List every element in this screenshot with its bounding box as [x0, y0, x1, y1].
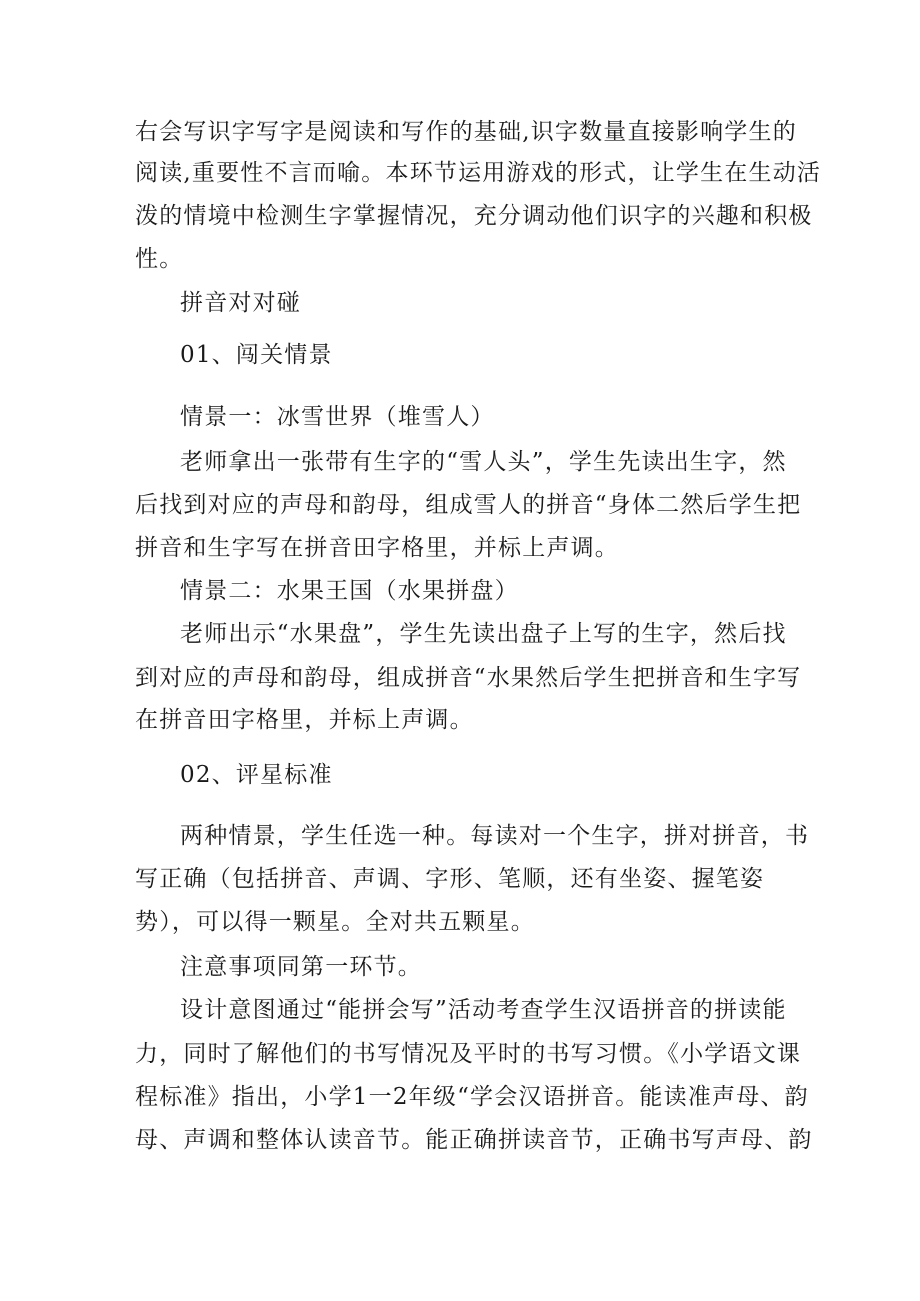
body-line-8: 老师拿出一张带有生字的“雪人头”，学生先读出生字，然 — [180, 449, 787, 475]
body-line-10: 拼音和生字写在拼音田字格里，并标上声调。 — [135, 535, 619, 561]
scenario-one-title: 情景一：冰雪世界（堆雪人） — [180, 404, 495, 430]
body-line-18: 势），可以得一颗星。全对共五颗星。 — [135, 909, 535, 935]
body-line-14: 在拼音田字格里，并标上声调。 — [135, 707, 474, 733]
scenario-two-title: 情景二：水果王国（水果拼盘） — [180, 578, 519, 604]
body-line-21: 力，同时了解他们的书写情况及平时的书写习惯。《小学语文课 — [135, 1041, 802, 1067]
body-line-3: 泼的情境中检测生字掌握情况，充分调动他们识字的兴趣和积极 — [135, 203, 813, 229]
body-line-23: 母、声调和整体认读音节。能正确拼读音节，正确书写声母、韵 — [135, 1127, 813, 1153]
body-line-2: 阅读,重要性不言而喻。本环节运用游戏的形式，让学生在生动活 — [135, 160, 822, 186]
body-line-12: 老师出示“水果盘”，学生先读出盘子上写的生字，然后找 — [180, 621, 787, 647]
body-line-17: 写正确（包括拼音、声调、字形、笔顺，还有坐姿、握笔姿 — [135, 866, 765, 892]
body-line-16: 两种情景，学生任选一种。每读对一个生字，拼对拼音，书 — [180, 823, 810, 849]
body-line-13: 到对应的声母和韵母，组成拼音“水果然后学生把拼音和生字写 — [135, 665, 802, 691]
body-line-9: 后找到对应的声母和韵母，组成雪人的拼音“身体二然后学生把 — [135, 492, 802, 518]
section-heading: 拼音对对碰 — [180, 290, 301, 316]
body-line-20: 设计意图通过“能拼会写”活动考查学生汉语拼音的拼读能 — [180, 997, 787, 1023]
body-line-4: 性。 — [135, 246, 184, 272]
body-line-1: 右会写识字写字是阅读和写作的基础,识字数量直接影响学生的 — [135, 119, 797, 145]
body-line-22: 程标准》指出，小学1一2年级“学会汉语拼音。能读准声母、韵 — [135, 1084, 809, 1110]
subsection-heading-01: 01、闯关情景 — [180, 342, 333, 368]
subsection-heading-02: 02、评星标准 — [180, 762, 333, 788]
body-line-19: 注意事项同第一环节。 — [180, 954, 422, 980]
